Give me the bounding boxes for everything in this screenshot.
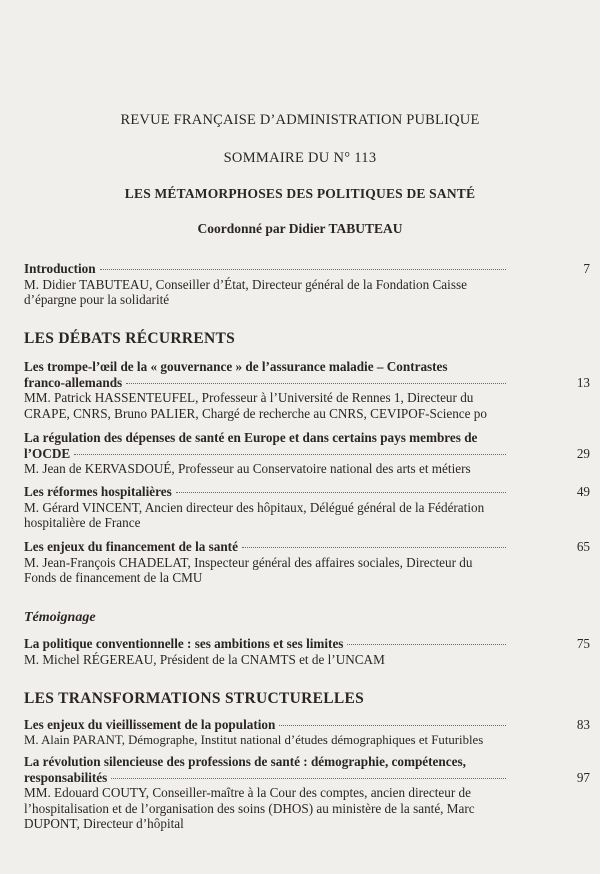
entry-title: Introduction (24, 261, 510, 277)
entry-authors: MM. Patrick HASSENTEUFEL, Professeur à l’Université de Rennes 1, Directeur du CRAPE, CNRS, Bruno PALIER, Chargé de recherche au CNRS, CEVIPOF-Science po (24, 390, 487, 421)
dot-leader (176, 491, 506, 493)
entry-authors: M. Didier TABUTEAU, Conseiller d’État, Directeur général de la Fondation Caisse d’épargne pour la solidarité (24, 276, 467, 307)
toc-entry-introduction (24, 261, 590, 308)
entry-title-line: Les trompe-l’œil de la « gouvernance » de l’assurance maladie – Contrastes (24, 359, 448, 374)
entry-authors: M. Alain PARANT, Démographe, Institut national d’études démographiques et Futuribles (24, 732, 484, 747)
toc-entry-reformes (24, 484, 590, 531)
dot-leader (242, 546, 506, 548)
section-heading-transformations: LES TRANSFORMATIONS STRUCTURELLES (24, 690, 365, 707)
issue-title: SOMMAIRE DU N° 113 (223, 150, 377, 166)
entry-authors: M. Gérard VINCENT, Ancien directeur des hôpitaux, Délégué général de la Fédération hospitalière de France (24, 499, 485, 530)
entry-title-line: La régulation des dépenses de santé en Europe et dans certains pays membres de (24, 430, 478, 445)
toc-entry-revolution (24, 754, 590, 832)
page-number: 13 (576, 374, 590, 390)
page-number: 49 (576, 484, 590, 499)
dot-leader (74, 453, 506, 455)
page-number: 7 (583, 261, 590, 276)
coordinator-line: Coordonné par Didier TABUTEAU (197, 221, 403, 236)
entry-title-line: La révolution silencieuse des professions de santé : démographie, compétences, (24, 754, 466, 769)
entry-authors: M. Jean-François CHADELAT, Inspecteur général des affaires sociales, Directeur du Fonds de financement de la CMU (24, 554, 473, 585)
dot-leader (111, 777, 506, 779)
page-number: 97 (576, 769, 590, 785)
dot-leader (126, 382, 506, 384)
entry-title: franco-allemands (24, 375, 510, 391)
entry-title: La politique conventionnelle : ses ambitions et ses limites (24, 636, 510, 652)
page-number: 29 (576, 445, 590, 461)
page-number: 75 (576, 636, 590, 651)
entry-title: Les enjeux du vieillissement de la population (24, 717, 510, 733)
entry-title: Les réformes hospitalières (24, 484, 510, 500)
entry-title: l’OCDE (24, 446, 510, 462)
subsection-heading-temoignage: Témoignage (24, 610, 96, 625)
entry-authors: M. Michel RÉGEREAU, Président de la CNAMTS et de l’UNCAM (24, 651, 385, 667)
toc-entry-vieillissement (24, 717, 590, 748)
page-number: 65 (576, 539, 590, 554)
toc-entry-regulation (24, 430, 590, 477)
page-number: 83 (576, 717, 590, 732)
entry-authors: M. Jean de KERVASDOUÉ, Professeur au Conservatoire national des arts et métiers (24, 461, 471, 476)
entry-authors: MM. Edouard COUTY, Conseiller-maître à la Cour des comptes, ancien directeur de l’hospitalisation et de l’organisation des soins (DHOS) au ministère de la santé, Marc DUPONT, Directeur d’hôpital (24, 785, 475, 831)
entry-title: responsabilités (24, 770, 510, 786)
toc-entry-financement (24, 539, 590, 586)
toc-entry-gouvernance (24, 359, 590, 421)
entry-title: Les enjeux du financement de la santé (24, 539, 510, 555)
dot-leader (279, 724, 506, 726)
section-heading-debates: LES DÉBATS RÉCURRENTS (24, 330, 236, 347)
dot-leader (100, 268, 506, 270)
journal-title: REVUE FRANÇAISE D’ADMINISTRATION PUBLIQUE (120, 112, 480, 128)
toc-entry-conventionnelle (24, 636, 590, 667)
dot-leader (347, 643, 506, 645)
issue-theme: LES MÉTAMORPHOSES DES POLITIQUES DE SANTÉ (124, 186, 476, 201)
